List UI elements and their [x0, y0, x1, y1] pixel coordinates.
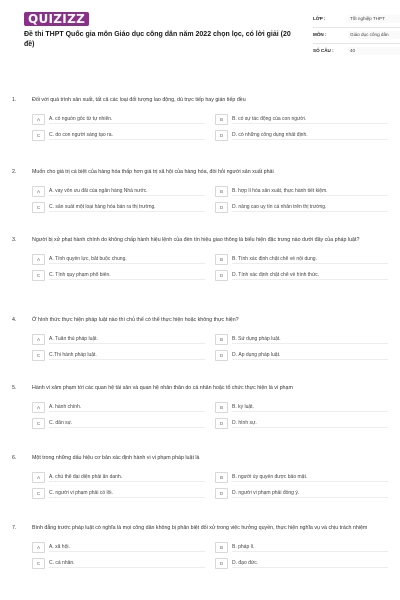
- answer-option-d[interactable]: [215, 202, 388, 213]
- question-number: 7.: [12, 525, 17, 531]
- answer-option-d[interactable]: [215, 418, 388, 429]
- option-letter-box: C: [32, 418, 45, 429]
- question-item: [12, 168, 388, 213]
- question-head: [12, 384, 388, 392]
- answer-options: [12, 542, 388, 569]
- option-text: D. Áp dụng pháp luật.: [232, 352, 388, 360]
- option-letter-box: B: [215, 402, 228, 413]
- answer-option-b[interactable]: [215, 114, 388, 125]
- option-text: B. hợp lí hóa sản xuất, thực hành tiết kiệm.: [232, 188, 388, 196]
- option-letter-box: B: [215, 334, 228, 345]
- option-letter-box: B: [215, 542, 228, 553]
- answer-option-b[interactable]: [215, 186, 388, 197]
- option-letter-box: A: [32, 186, 45, 197]
- answer-options: [12, 472, 388, 499]
- option-text: D. đạo đức.: [232, 560, 388, 568]
- answer-option-d[interactable]: [215, 270, 388, 281]
- answer-options: [12, 254, 388, 281]
- worksheet-header: [12, 0, 388, 84]
- option-letter-box: D: [215, 418, 228, 429]
- question-head: [12, 96, 388, 104]
- option-text: C. dân sự.: [49, 420, 205, 428]
- answer-option-b[interactable]: [215, 472, 388, 483]
- count-value: 40: [348, 47, 400, 55]
- answer-option-d[interactable]: [215, 130, 388, 141]
- option-letter-box: A: [32, 254, 45, 265]
- answer-option-c[interactable]: [32, 488, 205, 499]
- question-number: 2.: [12, 169, 17, 175]
- option-text: C. do con người sáng tạo ra.: [49, 132, 205, 140]
- option-letter-box: C: [32, 558, 45, 569]
- meta-panel: [313, 12, 400, 59]
- option-text: D. người vi phạm phải đồng ý.: [232, 490, 388, 498]
- question-text: Hành vi xâm phạm tới các quan hệ tài sản và quan hệ nhân thân do cá nhân hoặc tổ chức thực hiện là vi phạm: [32, 385, 293, 391]
- question-text: Muốn cho giá trị cá biệt của hàng hóa thấp hơn giá trị xã hội của hàng hóa, đòi hỏi người sản xuất phải: [32, 169, 274, 175]
- option-text: D. có những công dụng nhất định.: [232, 132, 388, 140]
- answer-option-c[interactable]: [32, 130, 205, 141]
- question-item: [12, 384, 388, 429]
- option-text: B. Sử dụng pháp luật.: [232, 336, 388, 344]
- question-number: 1.: [12, 97, 17, 103]
- question-item: [12, 524, 388, 569]
- option-text: A. hành chính.: [49, 404, 205, 412]
- meta-row-subject: [313, 28, 400, 44]
- grade-value: Tốt nghiệp THPT: [348, 15, 400, 23]
- option-text: D. Tính xác định chặt chẽ về hình thức.: [232, 272, 388, 280]
- question-text: Người bị xử phạt hành chính do không chấp hành hiệu lệnh của đèn tín hiệu giao thông là biểu hiện đặc trưng nào dưới đây của pháp luật?: [32, 237, 360, 243]
- answer-option-b[interactable]: [215, 542, 388, 553]
- answer-options: [12, 186, 388, 213]
- answer-option-c[interactable]: [32, 558, 205, 569]
- question-item: [12, 316, 388, 361]
- question-text: Một trong những dấu hiệu cơ bản xác định hành vi vi phạm pháp luật là: [32, 455, 200, 461]
- option-letter-box: B: [215, 186, 228, 197]
- subject-value: Giáo dục công dân: [348, 31, 400, 39]
- question-head: [12, 454, 388, 462]
- option-text: A. có nguồn gốc từ tự nhiên.: [49, 116, 205, 124]
- option-letter-box: C: [32, 488, 45, 499]
- meta-row-grade: [313, 12, 400, 28]
- quizizz-logo[interactable]: QUIZIZZ: [24, 12, 89, 26]
- question-text: Bình đẳng trước pháp luật có nghĩa là mọi công dân không bị phân biệt đối xử trong việc hưởng quyền, thực hiện nghĩa vụ và chịu trách nhiệm: [32, 525, 368, 531]
- option-letter-box: D: [215, 558, 228, 569]
- option-letter-box: D: [215, 202, 228, 213]
- meta-row-count: [313, 44, 400, 59]
- option-letter-box: D: [215, 350, 228, 361]
- answer-options: [12, 334, 388, 361]
- answer-option-d[interactable]: [215, 488, 388, 499]
- option-text: D. nâng cao uy tín cá nhân trên thị trường.: [232, 204, 388, 212]
- answer-option-d[interactable]: [215, 350, 388, 361]
- answer-option-a[interactable]: [32, 334, 205, 345]
- question-item: [12, 236, 388, 281]
- question-text: Ở hình thức thực hiện pháp luật nào thì chủ thể có thể thực hiện hoặc không thực hiện?: [32, 317, 239, 323]
- option-letter-box: D: [215, 130, 228, 141]
- option-text: A. xã hội.: [49, 544, 205, 552]
- answer-option-c[interactable]: [32, 202, 205, 213]
- grade-label: LỚP :: [313, 16, 326, 21]
- option-text: C. người vi phạm phải có lỗi.: [49, 490, 205, 498]
- question-head: [12, 168, 388, 176]
- option-letter-box: A: [32, 114, 45, 125]
- option-text: A. chủ thể đại diện phải ẩn danh.: [49, 474, 205, 482]
- answer-option-c[interactable]: [32, 350, 205, 361]
- answer-option-a[interactable]: [32, 402, 205, 413]
- option-text: B. người ủy quyền được bảo mật.: [232, 474, 388, 482]
- question-number: 6.: [12, 455, 17, 461]
- question-number: 5.: [12, 385, 17, 391]
- answer-option-c[interactable]: [32, 270, 205, 281]
- option-letter-box: D: [215, 488, 228, 499]
- option-text: B. kỷ luật.: [232, 404, 388, 412]
- option-text: D. hình sự.: [232, 420, 388, 428]
- option-text: B. pháp lí.: [232, 544, 388, 552]
- question-head: [12, 236, 388, 244]
- option-letter-box: C: [32, 350, 45, 361]
- answer-option-b[interactable]: [215, 402, 388, 413]
- option-text: A. Tuân thủ pháp luật.: [49, 336, 205, 344]
- answer-option-b[interactable]: [215, 254, 388, 265]
- question-item: [12, 454, 388, 499]
- answer-option-a[interactable]: [32, 254, 205, 265]
- answer-option-d[interactable]: [215, 558, 388, 569]
- option-text: B. có sự tác động của con người.: [232, 116, 388, 124]
- option-text: C. Tính quy phạm phổ biến.: [49, 272, 205, 280]
- count-label: SỐ CÂU :: [313, 48, 334, 53]
- question-head: [12, 524, 388, 532]
- answer-option-b[interactable]: [215, 334, 388, 345]
- option-letter-box: B: [215, 254, 228, 265]
- answer-option-a[interactable]: [32, 186, 205, 197]
- question-item: [12, 96, 388, 141]
- question-number: 3.: [12, 237, 17, 243]
- option-text: A. Tính quyền lực, bắt buộc chung.: [49, 256, 205, 264]
- option-letter-box: B: [215, 114, 228, 125]
- answer-options: [12, 402, 388, 429]
- option-text: C.Thi hành pháp luật.: [49, 352, 205, 360]
- question-number: 4.: [12, 317, 17, 323]
- option-text: B. Tính xác định chặt chẽ về nội dung.: [232, 256, 388, 264]
- question-head: [12, 316, 388, 324]
- answer-option-a[interactable]: [32, 542, 205, 553]
- answer-options: [12, 114, 388, 141]
- option-text: C. sản xuất một loại hàng hóa bán ra thị trường.: [49, 204, 205, 212]
- option-letter-box: C: [32, 270, 45, 281]
- subject-label: MÔN :: [313, 32, 327, 37]
- option-letter-box: C: [32, 130, 45, 141]
- document-title: Đề thi THPT Quốc gia môn Giáo dục công dân năm 2022 chọn lọc, có lời giải (20 đề): [24, 31, 291, 48]
- option-letter-box: C: [32, 202, 45, 213]
- option-letter-box: A: [32, 402, 45, 413]
- option-letter-box: D: [215, 270, 228, 281]
- answer-option-a[interactable]: [32, 472, 205, 483]
- option-letter-box: A: [32, 334, 45, 345]
- answer-option-c[interactable]: [32, 418, 205, 429]
- option-text: A. vay vốn ưu đãi của ngân hàng Nhà nước.: [49, 188, 205, 196]
- answer-option-a[interactable]: [32, 114, 205, 125]
- option-letter-box: A: [32, 542, 45, 553]
- option-text: C. cá nhân.: [49, 560, 205, 568]
- option-letter-box: B: [215, 472, 228, 483]
- question-text: Đối với quá trình sản xuất, tất cả các loại đối tượng lao động, dù trực tiếp hay gián tiếp đều: [32, 97, 246, 103]
- option-letter-box: A: [32, 472, 45, 483]
